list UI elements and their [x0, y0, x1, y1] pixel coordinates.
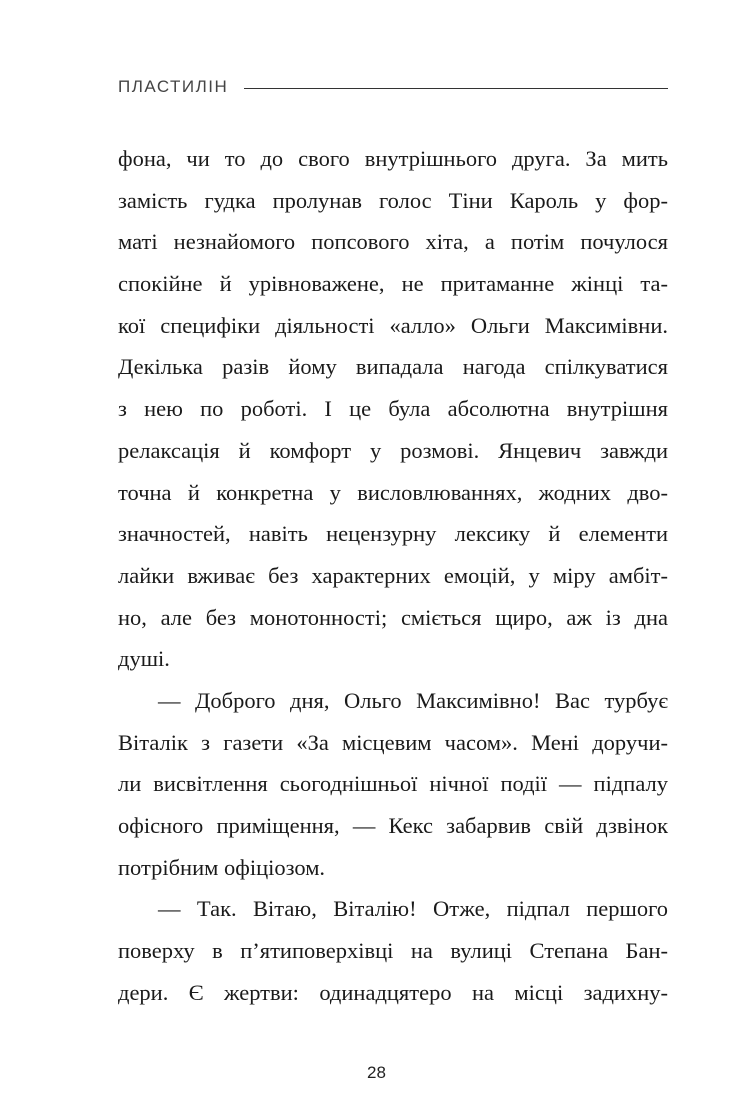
- text-line: маті незнайомого попсового хіта, а потім почулося: [118, 229, 668, 255]
- text-line: кої специфіки діяльності «алло» Ольги Максимівни.: [118, 312, 668, 338]
- text-line: Декілька разів йому випадала нагода спілкуватися: [118, 354, 668, 380]
- body-text: [118, 138, 668, 1013]
- text-line: спокійне й урівноважене, не притаманне жінці та-: [118, 271, 668, 297]
- text-line: душі.: [118, 646, 170, 672]
- text-line: з нею по роботі. І це була абсолютна внутрішня: [118, 396, 668, 422]
- text-line: офісного приміщення, — Кекс забарвив свій дзвінок: [118, 813, 668, 838]
- dialogue-line: — Доброго дня, Ольго Максимівно! Вас турбує: [158, 687, 668, 713]
- text-line: дери. Є жертви: одинадцятеро на місці задихну-: [118, 979, 668, 1005]
- running-header: [118, 72, 668, 102]
- text-line: замість гудка пролунав голос Тіни Кароль у фор-: [118, 187, 668, 213]
- text-line: Віталік з газети «За місцевим часом». Мені доручи-: [118, 729, 668, 755]
- text-line: релаксація й комфорт у розмові. Янцевич завжди: [118, 437, 668, 463]
- text-line: но, але без монотонності; сміється щиро, аж із дна: [118, 604, 668, 630]
- text-line: точна й конкретна у висловлюваннях, жодних дво-: [118, 479, 668, 505]
- text-line: ли висвітлення сьогоднішньої нічної події — підпалу: [118, 771, 668, 797]
- book-title: ПЛАСТИЛІН: [118, 77, 229, 96]
- dialogue-line: — Так. Вітаю, Віталію! Отже, підпал першого: [158, 896, 668, 922]
- text-line: поверху в п’ятиповерхівці на вулиці Степана Бан-: [118, 938, 668, 964]
- header-rule: [244, 88, 668, 89]
- text-line: лайки вживає без характерних емоцій, у міру амбіт-: [118, 562, 668, 588]
- text-line: значностей, навіть нецензурну лексику й елементи: [118, 521, 668, 547]
- text-line: фона, чи то до свого внутрішнього друга. За мить: [118, 146, 668, 171]
- text-line: потрібним офіціозом.: [118, 854, 326, 880]
- page-number: 28: [367, 1063, 386, 1082]
